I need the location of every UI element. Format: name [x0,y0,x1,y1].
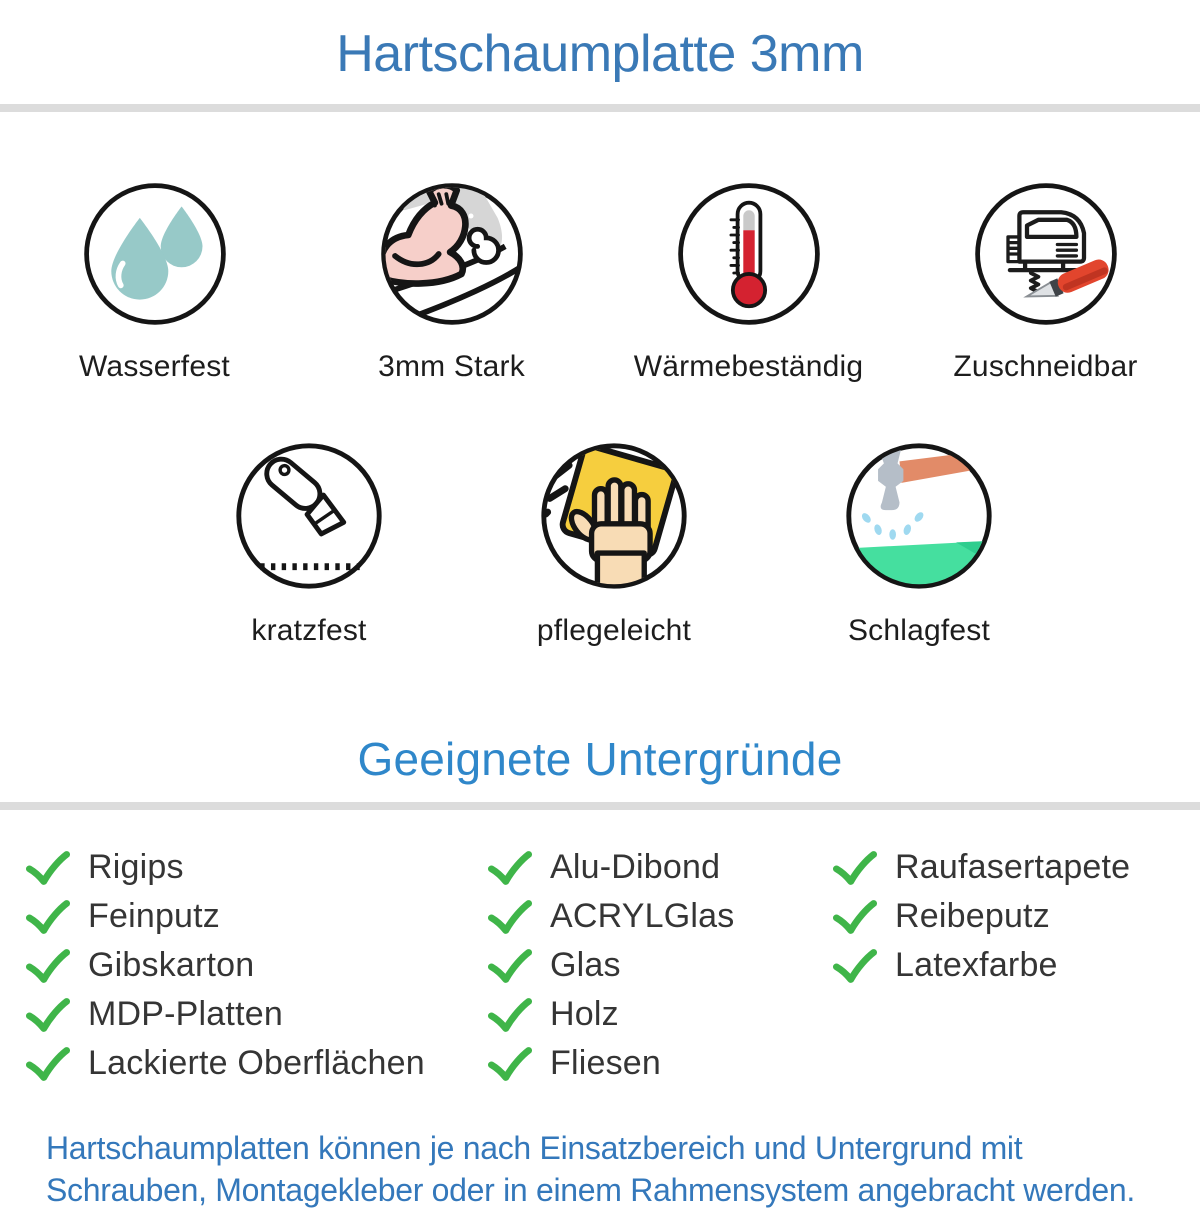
check-icon [26,998,70,1032]
section-title: Geeignete Untergründe [357,733,843,785]
check-icon [488,949,532,983]
substrate-item: Feinputz [26,897,488,936]
check-icon [26,949,70,983]
check-icon [833,900,877,934]
check-icon [488,900,532,934]
mounting-note-line-1: Hartschaumplatten können je nach Einsatzbereich und Untergrund mit [46,1130,1023,1166]
substrate-item: ACRYLGlas [488,897,833,936]
check-icon [488,1047,532,1081]
jigsaw-icon [970,178,1122,330]
feature-schlagfest [767,438,1072,648]
substrates-column-1 [26,848,488,1093]
check-icon [488,998,532,1032]
mounting-note [46,1127,1170,1211]
feature-label: Zuschneidbar [953,350,1138,383]
feature-label: 3mm Stark [378,350,525,383]
mounting-note-line-2: Schrauben, Montagekleber oder in einem Rahmensystem angebracht werden. [46,1172,1135,1209]
features-row-1 [0,178,1200,384]
check-icon [26,1047,70,1081]
substrate-item: Holz [488,995,833,1034]
feature-wasserfest [6,178,303,384]
substrate-item: Glas [488,946,833,985]
feature-kratzfest [157,438,462,648]
check-icon [26,900,70,934]
substrate-item: Latexfarbe [833,946,1130,985]
feature-label: kratzfest [251,614,367,647]
feature-label: pflegeleicht [536,614,692,647]
divider-top [0,104,1200,112]
feature-label: Wärmebeständig [633,350,864,383]
muscle-arm-icon [376,178,528,330]
substrate-item: Rigips [26,848,488,887]
check-icon [833,949,877,983]
feature-label: Schlagfest [847,614,991,647]
page-title: Hartschaumplatte 3mm [336,25,864,83]
divider-middle [0,802,1200,810]
feature-label: Wasserfest [79,350,230,383]
thermometer-icon [673,178,825,330]
substrate-item: Lackierte Oberflächen [26,1044,488,1083]
feature-pflegeleicht [462,438,767,648]
substrate-item: Gibskarton [26,946,488,985]
substrates-list [0,848,1200,1093]
substrate-item: Raufasertapete [833,848,1130,887]
utility-knife-icon [231,438,387,594]
substrate-item: MDP-Platten [26,995,488,1034]
substrate-item: Alu-Dibond [488,848,833,887]
hammer-icon [841,438,997,594]
features-row-2 [0,438,1200,648]
check-icon [26,851,70,885]
cleaning-cloth-hand-icon [536,438,692,594]
feature-3mm-stark [303,178,600,384]
feature-zuschneidbar [897,178,1194,384]
substrates-column-2 [488,848,833,1093]
feature-waermebestaendig [600,178,897,384]
substrates-column-3 [833,848,1130,995]
infographic [0,24,1200,1224]
water-drops-icon [79,178,231,330]
check-icon [488,851,532,885]
check-icon [833,851,877,885]
substrate-item: Fliesen [488,1044,833,1083]
substrate-item: Reibeputz [833,897,1130,936]
